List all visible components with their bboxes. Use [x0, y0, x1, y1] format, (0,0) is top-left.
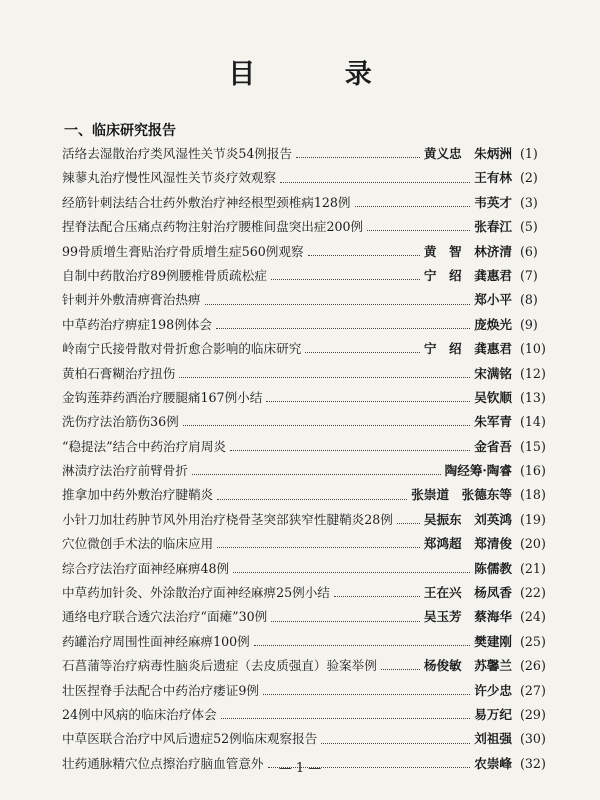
table-of-contents — [62, 142, 552, 776]
toc-entry-authors: 宁 绍 龚惠君 — [423, 267, 512, 283]
toc-entry-page: (3) — [520, 194, 538, 210]
toc-entry-authors: 郑小平 — [474, 292, 512, 308]
toc-entry-authors: 王在兴 杨凤香 — [423, 585, 512, 601]
leader-dots — [179, 376, 470, 378]
leader-dots — [367, 229, 470, 231]
leader-dots — [233, 571, 470, 573]
leader-dots — [334, 595, 420, 597]
toc-entry-authors: 黄 智 林济清 — [423, 243, 512, 259]
toc-entry-title: 石菖蒲等治疗病毒性脑炎后遗症（去皮质强直）验案举例 — [62, 658, 377, 674]
toc-entry — [62, 362, 552, 386]
leader-dots — [271, 620, 420, 622]
toc-entry — [62, 654, 552, 678]
toc-entry-title: 经筋针刺法结合壮药外敷治疗神经根型颈椎病128例 — [62, 194, 351, 210]
leader-dots — [192, 473, 441, 475]
toc-entry-authors: 宁 绍 龚惠君 — [423, 341, 512, 357]
toc-entry-page: (30) — [520, 731, 546, 747]
toc-entry-page: (9) — [520, 316, 538, 332]
toc-entry-page: (1) — [520, 146, 538, 161]
toc-entry-title: 穴位微创手术法的临床应用 — [62, 536, 214, 552]
toc-entry-page: (21) — [520, 560, 546, 576]
toc-entry-title: 淋渍疗法治疗前臂骨折 — [62, 463, 188, 479]
toc-entry — [62, 630, 552, 654]
toc-entry-title: 壮药通脉精穴位点擦治疗脑血管意外 — [62, 755, 264, 771]
toc-entry — [62, 605, 552, 629]
leader-dots — [221, 717, 471, 719]
toc-entry-title: 洗伤疗法治筋伤36例 — [62, 414, 179, 430]
leader-dots — [381, 668, 420, 670]
toc-entry-page: (16) — [520, 463, 546, 479]
toc-entry-authors: 张崇道 张德东等 — [411, 487, 512, 503]
toc-entry — [62, 166, 552, 190]
leader-dots — [217, 546, 420, 548]
leader-dots — [305, 351, 420, 353]
leader-dots — [296, 156, 420, 158]
toc-entry-authors: 农崇峰 — [474, 755, 512, 771]
toc-entry — [62, 386, 552, 410]
leader-dots — [308, 254, 420, 256]
toc-entry-authors: 刘祖强 — [474, 731, 512, 747]
toc-entry-page: (5) — [520, 219, 538, 235]
leader-dots — [183, 424, 470, 426]
toc-entry-page: (29) — [520, 706, 546, 722]
toc-entry — [62, 288, 552, 312]
toc-entry-title: 24例中风病的临床治疗体会 — [62, 706, 217, 722]
toc-entry-title: 辣蓼丸治疗慢性风湿性关节炎疗效观察 — [62, 170, 277, 186]
toc-entry-authors: 张春江 — [474, 219, 512, 235]
toc-entry-page: (8) — [520, 292, 538, 308]
toc-entry — [62, 240, 552, 264]
leader-dots — [280, 181, 470, 183]
toc-entry — [62, 264, 552, 288]
toc-entry-title: 中草药治疗痹症198例体会 — [62, 316, 212, 332]
toc-entry-title: 自制中药散治疗89例腰椎骨质疏松症 — [62, 267, 267, 283]
toc-entry — [62, 191, 552, 215]
toc-entry-title: 针刺并外敷清痹膏治热痹 — [62, 292, 201, 308]
toc-entry-authors: 吴振东 刘英鸿 — [423, 511, 512, 527]
toc-entry — [62, 679, 552, 703]
toc-entry-authors: 韦英才 — [474, 194, 512, 210]
toc-entry-authors: 金省吾 — [474, 438, 512, 454]
toc-entry-title: 中草医联合治疗中风后遗症52例临床观察报告 — [62, 731, 318, 747]
toc-entry-title: 小针刀加壮药肿节风外用治疗桡骨茎突部狭窄性腱鞘炎28例 — [62, 511, 393, 527]
toc-entry — [62, 142, 552, 166]
leader-dots — [321, 742, 470, 744]
leader-dots — [271, 278, 420, 280]
toc-entry-title: 推拿加中药外敷治疗腱鞘炎 — [62, 487, 214, 503]
toc-entry-authors: 易万纪 — [474, 706, 512, 722]
toc-entry-title: 捏脊法配合压痛点药物注射治疗腰椎间盘突出症200例 — [62, 219, 364, 235]
toc-entry-title: 药罐治疗周围性面神经麻痹100例 — [62, 633, 250, 649]
leader-dots — [263, 693, 470, 695]
toc-entry-page: (32) — [520, 755, 546, 771]
toc-entry-page: (19) — [520, 511, 546, 527]
toc-entry — [62, 435, 552, 459]
leader-dots — [355, 205, 471, 207]
toc-entry-authors: 郑鸿超 郑清俊 — [423, 536, 512, 552]
toc-entry-page: (2) — [520, 170, 538, 186]
toc-entry — [62, 581, 552, 605]
toc-entry-title: 中草药加针灸、外涂散治疗面神经麻痹25例小结 — [62, 585, 330, 601]
toc-entry-title: 岭南宁氏接骨散对骨折愈合影响的临床研究 — [62, 341, 302, 357]
toc-entry-page: (18) — [520, 487, 546, 503]
toc-entry — [62, 532, 552, 556]
toc-entry — [62, 727, 552, 751]
toc-entry-title: 壮医捏脊手法配合中药治疗痿证9例 — [62, 682, 259, 698]
section-heading: 一、临床研究报告 — [64, 123, 176, 139]
toc-entry-authors: 王有林 — [474, 170, 512, 186]
leader-dots — [230, 449, 470, 451]
leader-dots — [216, 327, 470, 329]
toc-entry-page: (7) — [520, 267, 538, 283]
toc-entry-page: (14) — [520, 414, 546, 430]
toc-entry — [62, 313, 552, 337]
toc-entry-title: 活络去湿散治疗类风湿性关节炎54例报告 — [62, 146, 293, 161]
toc-entry-authors: 吴玉芳 蔡海华 — [423, 609, 512, 625]
toc-entry-title: 通络电疗联合透穴法治疗“面瘫”30例 — [62, 609, 268, 625]
toc-entry-page: (27) — [520, 682, 546, 698]
toc-entry-page: (10) — [520, 341, 546, 357]
leader-dots — [254, 644, 470, 646]
leader-dots — [397, 522, 420, 524]
toc-entry — [62, 557, 552, 581]
leader-dots — [217, 498, 407, 500]
toc-entry-authors: 杨俊敏 苏馨兰 — [423, 658, 512, 674]
toc-entry-page: (25) — [520, 633, 546, 649]
toc-entry — [62, 483, 552, 507]
toc-entry-authors: 黄义忠 朱炳洲 — [423, 146, 512, 161]
toc-entry-authors: 陶经筹·陶睿 — [444, 463, 512, 479]
leader-dots — [205, 303, 471, 305]
toc-entry-authors: 陈儒教 — [474, 560, 512, 576]
toc-entry-title: 金钩莲莽药酒治疗腰腿痛167例小结 — [62, 389, 263, 405]
toc-entry-authors: 宋满铭 — [474, 365, 512, 381]
toc-entry-page: (15) — [520, 438, 546, 454]
toc-entry-page: (26) — [520, 658, 546, 674]
toc-entry — [62, 410, 552, 434]
toc-entry-page: (13) — [520, 389, 546, 405]
toc-entry-page: (24) — [520, 609, 546, 625]
toc-entry-title: 综合疗法治疗面神经麻痹48例 — [62, 560, 230, 576]
toc-entry-authors: 许少忠 — [474, 682, 512, 698]
toc-entry-title: “稳提法”结合中药治疗肩周炎 — [62, 438, 227, 454]
toc-entry — [62, 337, 552, 361]
page-number: — 1 — — [278, 761, 322, 776]
toc-entry-page: (6) — [520, 243, 538, 259]
toc-entry — [62, 703, 552, 727]
toc-entry-title: 黄柏石膏糊治疗扭伤 — [62, 365, 176, 381]
toc-entry-page: (12) — [520, 365, 546, 381]
page-title: 目 录 — [228, 59, 412, 90]
toc-entry — [62, 508, 552, 532]
toc-entry-authors: 樊建刚 — [474, 633, 512, 649]
toc-entry-authors: 朱军青 — [474, 414, 512, 430]
toc-entry — [62, 459, 552, 483]
toc-entry-authors: 吴钦顺 — [474, 389, 512, 405]
toc-entry-page: (20) — [520, 536, 546, 552]
toc-entry-authors: 庞焕光 — [474, 316, 512, 332]
leader-dots — [266, 400, 470, 402]
toc-entry-title: 99骨质增生膏贴治疗骨质增生症560例观察 — [62, 243, 304, 259]
toc-entry — [62, 215, 552, 239]
toc-entry-page: (22) — [520, 585, 546, 601]
